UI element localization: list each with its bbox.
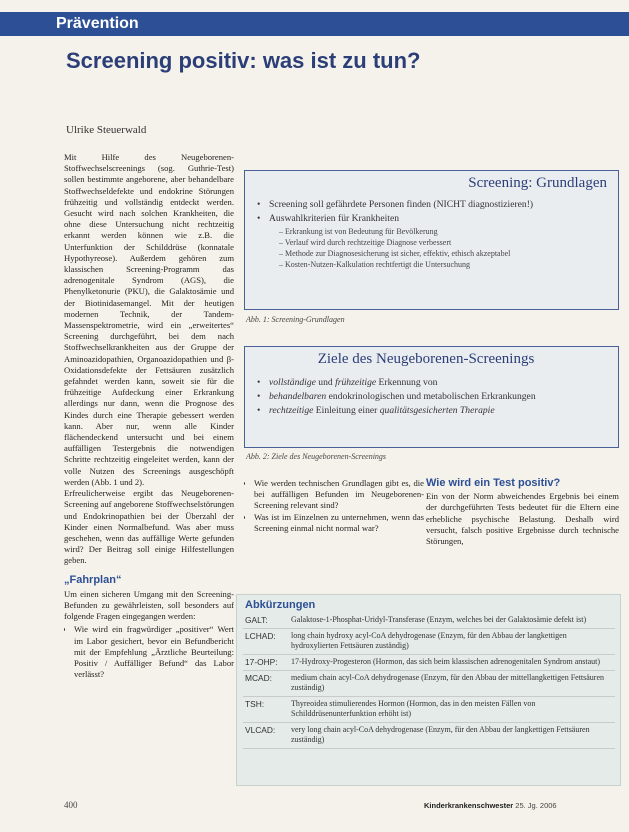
sub-item: – Verlauf wird durch rechtzeitige Diagnose verbessert bbox=[279, 238, 452, 247]
box-title: Screening: Grundlagen bbox=[468, 175, 607, 191]
subheading: Wie wird ein Test positiv? bbox=[426, 478, 561, 489]
question-list bbox=[64, 624, 234, 680]
body-paragraph: Mit Hilfe des Neugeborenen-Stoffwechselscreenings (sog. Guthrie-Test) sollen bestimmte angeborene, aber behandelbare Stoffwechseldefekte und endokrine Störungen frühzeitig und vollständig entdeckt werden. Gesucht wird nach solchen Krankheiten, die ohne diese Untersuchung nicht rechtzeitig erkannt werden können wie z.B. die Unterfunktion der Schilddrüse (konnatale Hypothyreose). Außerdem gehören zum klassischen Screening-Programm das adrenogenitale Syndrom (AGS), die Phenylketonurie (PKU), die Galaktosämie und der Biotinidasemangel. Mit der heutigen modernen Technik, der Tandem-Massenspektrometrie, wird ein „erweitertes“ Screening durchgeführt, bei dem nach Stoffwechselkrankheiten aus der Gruppe der Aminoazidopathien, Organoazidopathien und β-Oxidationsdefekte der Fettsäuren zusätzlich gefahndet werden kann, soweit sie für die frühzeitige Aufdeckung einer Erkrankung allerdings nur dann, wenn die Prognose des Kindes durch eine Therapie gebessert werden kann. Aber nur, wenn alle Kinder flächendeckend untersucht und bei einem auffälligen Testergebnis die notwendigen Schritte rechtzeitig eingeleitet werden, kann der volle Nutzen des Screenings ausgeschöpft werden (Abb. 1 und 2). bbox=[64, 152, 234, 487]
question-item: • Wie werden technischen Grundlagen gibt es, die bei auffälligen Befunden im Neugeborenen-Screening relevant sind? bbox=[254, 478, 424, 512]
sub-item: – Methode zur Diagnosesicherung ist sicher, effektiv, ethisch akzeptabel bbox=[279, 249, 511, 258]
author: Ulrike Steuerwald bbox=[66, 124, 147, 136]
table-row: MCAD: medium chain acyl-CoA dehydrogenase (Enzym, für den Abbau der mittellangkettigen Fettsäuren zuständig) bbox=[243, 671, 615, 697]
list-item: • behandelbaren endokrinologischen und metabolischen Erkrankungen bbox=[257, 391, 536, 402]
goals-list bbox=[257, 375, 612, 418]
subheading: „Fahrplan“ bbox=[64, 573, 122, 586]
question-list bbox=[244, 478, 424, 534]
table-row: 17-OHP: 17-Hydroxy-Progesteron (Hormon, das sich beim klassischen adrenogenitalen Syndrom anstaut) bbox=[243, 655, 615, 671]
sub-item: – Erkrankung ist von Bedeutung für Bevölkerung bbox=[279, 227, 438, 236]
journal-footer: Kinderkrankenschwester 25. Jg. 2006 bbox=[424, 801, 557, 810]
body-column bbox=[64, 152, 234, 792]
question-item: • Was ist im Einzelnen zu unternehmen, wenn das Screening einmal nicht normal war? bbox=[254, 512, 424, 534]
table-row: GALT: Galaktose-1-Phosphat-Uridyl-Transferase (Enzym, welches bei der Galaktosämie defekt ist) bbox=[243, 613, 615, 629]
fundamentals-list bbox=[257, 197, 612, 270]
list-item: • rechtzeitige Einleitung einer qualitätsgesicherten Therapie bbox=[257, 405, 495, 416]
page-number: 400 bbox=[64, 800, 78, 810]
fundamentals-box bbox=[244, 170, 619, 310]
figure-caption: Abb. 2: Ziele des Neugeborenen-Screenings bbox=[246, 452, 387, 461]
page-title: Screening positiv: was ist zu tun? bbox=[66, 48, 421, 73]
question-column bbox=[244, 478, 424, 578]
body-paragraph: Um einen sicheren Umgang mit den Screening-Befunden zu gewährleisten, soll besonders auf folgende Fragen eingegangen werden: bbox=[64, 588, 234, 622]
goals-box bbox=[244, 346, 619, 448]
table-row: TSH: Thyreoidea stimulierendes Hormon (Hormon, das in den meisten Fällen von Schilddrüsenunterfunktion erhöht ist) bbox=[243, 697, 615, 723]
body-column-right bbox=[426, 478, 619, 578]
question-item: • Wie wird ein fragwürdiger „positiver“ Wert im Labor gesichert, bevor ein Befundbericht mit der Empfehlung „Ärztliche Beurteilung: Positiv / Auffälliger Befund“ das Labor verlässt? bbox=[74, 624, 234, 680]
box-title: Ziele des Neugeborenen-Screenings bbox=[317, 351, 535, 367]
body-paragraph: Erfreulicherweise ergibt das Neugeborenen-Screening auf angeborene Stoffwechselstörungen und Endokrinopathien bei der Überzahl der Kinder einen Normalbefund. Was aber muss geschehen, wenn das auffällige Werte gefunden wird? Der Beitrag soll einige Hilfestellungen geben. bbox=[64, 488, 234, 566]
table-row: LCHAD: long chain hydroxy acyl-CoA dehydrogenase (Enzym, für den Abbau der langkettigen hydroxylierten Fettsäuren zuständig) bbox=[243, 629, 615, 655]
abbreviations-table bbox=[243, 613, 615, 749]
table-row: VLCAD: very long chain acyl-CoA dehydrogenase (Enzym, für den Abbau der langkettigen Fettsäuren zuständig) bbox=[243, 723, 615, 749]
sub-item: – Kosten-Nutzen-Kalkulation rechtfertigt die Untersuchung bbox=[279, 260, 471, 269]
section-label: Prävention bbox=[56, 15, 139, 32]
list-item: • Auswahlkriterien für Krankheiten bbox=[257, 212, 400, 224]
abbreviations-box bbox=[236, 594, 621, 786]
body-paragraph: Ein von der Norm abweichendes Ergebnis bei einem der durchgeführten Tests bedeutet für die Eltern eine erhebliche psychische Belastung. Deshalb wird versucht, falsch positive Ergebnisse durch technische Störungen, bbox=[426, 491, 619, 547]
list-item: • vollständige und frühzeitige Erkennung von bbox=[257, 377, 438, 388]
list-item: • Screening soll gefährdete Personen finden (NICHT diagnostizieren!) bbox=[257, 199, 534, 210]
figure-caption: Abb. 1: Screening-Grundlagen bbox=[246, 315, 345, 324]
box-title: Abkürzungen bbox=[245, 599, 316, 611]
